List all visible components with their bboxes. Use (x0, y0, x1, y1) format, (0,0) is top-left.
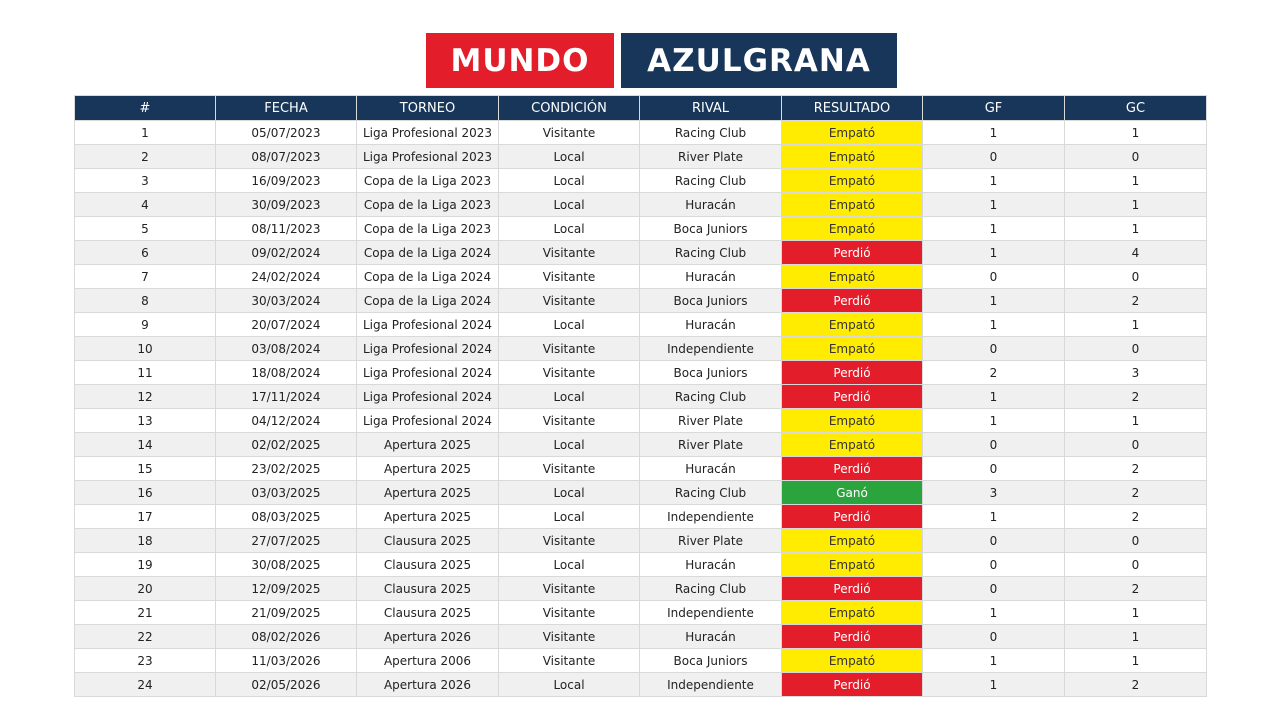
table-row (75, 529, 1207, 553)
cell-resultado: Empató (782, 601, 923, 625)
cell-number: 12 (75, 385, 216, 409)
cell-rival: Racing Club (640, 169, 782, 193)
header-resultado: RESULTADO (782, 96, 923, 121)
table-row (75, 481, 1207, 505)
cell-gf: 1 (923, 193, 1065, 217)
cell-rival: River Plate (640, 145, 782, 169)
cell-torneo: Apertura 2025 (357, 433, 499, 457)
cell-gf: 0 (923, 577, 1065, 601)
cell-condicion: Local (499, 505, 640, 529)
cell-rival: Huracán (640, 553, 782, 577)
cell-condicion: Local (499, 217, 640, 241)
cell-gc: 3 (1065, 361, 1207, 385)
cell-rival: Racing Club (640, 385, 782, 409)
cell-gf: 1 (923, 313, 1065, 337)
cell-rival: Racing Club (640, 577, 782, 601)
cell-condicion: Local (499, 433, 640, 457)
cell-number: 18 (75, 529, 216, 553)
table-row (75, 625, 1207, 649)
header-torneo: TORNEO (357, 96, 499, 121)
table-row (75, 121, 1207, 145)
table-row (75, 505, 1207, 529)
cell-condicion: Visitante (499, 529, 640, 553)
cell-fecha: 27/07/2025 (216, 529, 357, 553)
cell-resultado: Empató (782, 409, 923, 433)
cell-gc: 4 (1065, 241, 1207, 265)
cell-gf: 0 (923, 529, 1065, 553)
cell-fecha: 05/07/2023 (216, 121, 357, 145)
cell-fecha: 02/05/2026 (216, 673, 357, 697)
cell-condicion: Visitante (499, 409, 640, 433)
cell-gf: 1 (923, 121, 1065, 145)
cell-fecha: 23/02/2025 (216, 457, 357, 481)
cell-number: 23 (75, 649, 216, 673)
cell-condicion: Visitante (499, 241, 640, 265)
cell-number: 6 (75, 241, 216, 265)
cell-number: 15 (75, 457, 216, 481)
cell-resultado: Empató (782, 145, 923, 169)
cell-gc: 2 (1065, 385, 1207, 409)
cell-gc: 0 (1065, 433, 1207, 457)
cell-resultado: Perdió (782, 385, 923, 409)
cell-gc: 2 (1065, 673, 1207, 697)
cell-torneo: Liga Profesional 2023 (357, 145, 499, 169)
cell-gf: 2 (923, 361, 1065, 385)
results-table (74, 95, 1207, 697)
header-rival: RIVAL (640, 96, 782, 121)
cell-gc: 1 (1065, 649, 1207, 673)
cell-torneo: Liga Profesional 2024 (357, 409, 499, 433)
cell-resultado: Empató (782, 649, 923, 673)
cell-gf: 0 (923, 433, 1065, 457)
cell-condicion: Visitante (499, 649, 640, 673)
cell-number: 13 (75, 409, 216, 433)
cell-number: 8 (75, 289, 216, 313)
cell-gf: 0 (923, 337, 1065, 361)
header-fecha: FECHA (216, 96, 357, 121)
cell-gf: 0 (923, 457, 1065, 481)
table-row (75, 457, 1207, 481)
cell-fecha: 30/09/2023 (216, 193, 357, 217)
cell-torneo: Apertura 2025 (357, 505, 499, 529)
cell-resultado: Empató (782, 193, 923, 217)
cell-gc: 1 (1065, 313, 1207, 337)
cell-rival: Racing Club (640, 241, 782, 265)
cell-fecha: 17/11/2024 (216, 385, 357, 409)
cell-gf: 0 (923, 625, 1065, 649)
cell-fecha: 24/02/2024 (216, 265, 357, 289)
cell-torneo: Copa de la Liga 2024 (357, 241, 499, 265)
cell-resultado: Empató (782, 121, 923, 145)
cell-gc: 2 (1065, 289, 1207, 313)
cell-number: 20 (75, 577, 216, 601)
table-row (75, 553, 1207, 577)
cell-gc: 2 (1065, 481, 1207, 505)
cell-resultado: Empató (782, 217, 923, 241)
cell-fecha: 11/03/2026 (216, 649, 357, 673)
cell-number: 19 (75, 553, 216, 577)
cell-rival: Huracán (640, 313, 782, 337)
cell-rival: Independiente (640, 505, 782, 529)
header-row (75, 96, 1207, 121)
cell-condicion: Local (499, 145, 640, 169)
cell-condicion: Local (499, 193, 640, 217)
cell-resultado: Perdió (782, 289, 923, 313)
cell-gf: 1 (923, 649, 1065, 673)
cell-rival: Racing Club (640, 121, 782, 145)
cell-gf: 1 (923, 385, 1065, 409)
cell-fecha: 08/11/2023 (216, 217, 357, 241)
cell-condicion: Local (499, 169, 640, 193)
cell-condicion: Visitante (499, 289, 640, 313)
cell-gf: 0 (923, 265, 1065, 289)
cell-condicion: Visitante (499, 121, 640, 145)
table-row (75, 337, 1207, 361)
cell-gc: 0 (1065, 145, 1207, 169)
cell-number: 10 (75, 337, 216, 361)
table-row (75, 169, 1207, 193)
cell-gf: 1 (923, 673, 1065, 697)
cell-condicion: Local (499, 313, 640, 337)
cell-resultado: Perdió (782, 361, 923, 385)
cell-resultado: Empató (782, 433, 923, 457)
table-row (75, 673, 1207, 697)
header-gc: GC (1065, 96, 1207, 121)
cell-rival: Huracán (640, 265, 782, 289)
cell-gf: 1 (923, 289, 1065, 313)
cell-resultado: Empató (782, 313, 923, 337)
cell-resultado: Empató (782, 553, 923, 577)
cell-condicion: Visitante (499, 625, 640, 649)
header-number: # (75, 96, 216, 121)
cell-torneo: Liga Profesional 2023 (357, 121, 499, 145)
cell-torneo: Clausura 2025 (357, 601, 499, 625)
cell-number: 7 (75, 265, 216, 289)
cell-fecha: 16/09/2023 (216, 169, 357, 193)
cell-number: 24 (75, 673, 216, 697)
cell-gc: 1 (1065, 409, 1207, 433)
cell-resultado: Empató (782, 265, 923, 289)
cell-number: 17 (75, 505, 216, 529)
table-row (75, 577, 1207, 601)
cell-condicion: Local (499, 673, 640, 697)
cell-fecha: 08/07/2023 (216, 145, 357, 169)
cell-torneo: Liga Profesional 2024 (357, 385, 499, 409)
cell-torneo: Copa de la Liga 2023 (357, 217, 499, 241)
cell-gc: 1 (1065, 193, 1207, 217)
cell-gf: 3 (923, 481, 1065, 505)
cell-gc: 0 (1065, 337, 1207, 361)
cell-torneo: Apertura 2026 (357, 673, 499, 697)
cell-condicion: Visitante (499, 337, 640, 361)
cell-number: 4 (75, 193, 216, 217)
header-gf: GF (923, 96, 1065, 121)
cell-fecha: 03/08/2024 (216, 337, 357, 361)
header-condicion: CONDICIÓN (499, 96, 640, 121)
cell-rival: River Plate (640, 529, 782, 553)
cell-gf: 0 (923, 553, 1065, 577)
cell-number: 1 (75, 121, 216, 145)
cell-rival: Huracán (640, 457, 782, 481)
cell-gc: 0 (1065, 529, 1207, 553)
cell-gc: 0 (1065, 553, 1207, 577)
cell-fecha: 20/07/2024 (216, 313, 357, 337)
cell-torneo: Clausura 2025 (357, 577, 499, 601)
cell-fecha: 08/02/2026 (216, 625, 357, 649)
table-row (75, 217, 1207, 241)
cell-condicion: Local (499, 481, 640, 505)
cell-number: 9 (75, 313, 216, 337)
cell-fecha: 18/08/2024 (216, 361, 357, 385)
cell-gc: 1 (1065, 169, 1207, 193)
table-row (75, 193, 1207, 217)
cell-torneo: Apertura 2026 (357, 625, 499, 649)
cell-fecha: 03/03/2025 (216, 481, 357, 505)
cell-torneo: Apertura 2025 (357, 481, 499, 505)
cell-torneo: Clausura 2025 (357, 553, 499, 577)
cell-fecha: 04/12/2024 (216, 409, 357, 433)
cell-resultado: Perdió (782, 577, 923, 601)
table-row (75, 289, 1207, 313)
logo-azulgrana: AZULGRANA (621, 33, 897, 88)
cell-resultado: Empató (782, 529, 923, 553)
table-row (75, 361, 1207, 385)
table-row (75, 265, 1207, 289)
cell-condicion: Visitante (499, 265, 640, 289)
cell-fecha: 30/03/2024 (216, 289, 357, 313)
cell-gf: 1 (923, 601, 1065, 625)
cell-gf: 1 (923, 169, 1065, 193)
table-row (75, 313, 1207, 337)
cell-rival: Independiente (640, 337, 782, 361)
cell-rival: Racing Club (640, 481, 782, 505)
cell-gf: 1 (923, 241, 1065, 265)
cell-rival: Huracán (640, 193, 782, 217)
cell-number: 16 (75, 481, 216, 505)
table-body (75, 121, 1207, 697)
cell-gf: 1 (923, 409, 1065, 433)
cell-condicion: Local (499, 553, 640, 577)
table-row (75, 241, 1207, 265)
cell-resultado: Perdió (782, 457, 923, 481)
cell-gc: 1 (1065, 601, 1207, 625)
cell-fecha: 21/09/2025 (216, 601, 357, 625)
cell-resultado: Ganó (782, 481, 923, 505)
cell-number: 21 (75, 601, 216, 625)
cell-number: 11 (75, 361, 216, 385)
cell-number: 14 (75, 433, 216, 457)
cell-torneo: Apertura 2025 (357, 457, 499, 481)
cell-resultado: Perdió (782, 673, 923, 697)
cell-rival: Boca Juniors (640, 649, 782, 673)
cell-gc: 1 (1065, 217, 1207, 241)
cell-rival: River Plate (640, 433, 782, 457)
cell-torneo: Copa de la Liga 2024 (357, 265, 499, 289)
logo-mundo: MUNDO (426, 33, 614, 88)
table-header (75, 96, 1207, 121)
cell-condicion: Visitante (499, 577, 640, 601)
cell-gc: 1 (1065, 625, 1207, 649)
cell-gf: 1 (923, 505, 1065, 529)
cell-resultado: Perdió (782, 241, 923, 265)
cell-torneo: Copa de la Liga 2023 (357, 193, 499, 217)
cell-fecha: 02/02/2025 (216, 433, 357, 457)
cell-rival: Independiente (640, 673, 782, 697)
cell-number: 5 (75, 217, 216, 241)
cell-gc: 2 (1065, 505, 1207, 529)
cell-resultado: Perdió (782, 505, 923, 529)
cell-gf: 1 (923, 217, 1065, 241)
cell-rival: Huracán (640, 625, 782, 649)
cell-torneo: Copa de la Liga 2023 (357, 169, 499, 193)
table-row (75, 433, 1207, 457)
cell-resultado: Empató (782, 169, 923, 193)
cell-torneo: Clausura 2025 (357, 529, 499, 553)
cell-torneo: Liga Profesional 2024 (357, 313, 499, 337)
cell-torneo: Liga Profesional 2024 (357, 361, 499, 385)
cell-resultado: Perdió (782, 625, 923, 649)
cell-fecha: 12/09/2025 (216, 577, 357, 601)
cell-rival: Boca Juniors (640, 361, 782, 385)
cell-condicion: Visitante (499, 361, 640, 385)
cell-gf: 0 (923, 145, 1065, 169)
cell-resultado: Empató (782, 337, 923, 361)
cell-condicion: Local (499, 385, 640, 409)
cell-gc: 0 (1065, 265, 1207, 289)
cell-rival: River Plate (640, 409, 782, 433)
mundo-azulgrana-logo (426, 33, 897, 88)
cell-rival: Boca Juniors (640, 217, 782, 241)
cell-torneo: Apertura 2006 (357, 649, 499, 673)
cell-gc: 1 (1065, 121, 1207, 145)
cell-number: 2 (75, 145, 216, 169)
cell-fecha: 30/08/2025 (216, 553, 357, 577)
cell-gc: 2 (1065, 457, 1207, 481)
cell-rival: Boca Juniors (640, 289, 782, 313)
cell-fecha: 08/03/2025 (216, 505, 357, 529)
cell-condicion: Visitante (499, 601, 640, 625)
table-row (75, 649, 1207, 673)
table-row (75, 145, 1207, 169)
cell-torneo: Liga Profesional 2024 (357, 337, 499, 361)
cell-rival: Independiente (640, 601, 782, 625)
cell-number: 3 (75, 169, 216, 193)
cell-gc: 2 (1065, 577, 1207, 601)
table-row (75, 409, 1207, 433)
table-row (75, 385, 1207, 409)
cell-condicion: Visitante (499, 457, 640, 481)
cell-fecha: 09/02/2024 (216, 241, 357, 265)
cell-torneo: Copa de la Liga 2024 (357, 289, 499, 313)
table-row (75, 601, 1207, 625)
cell-number: 22 (75, 625, 216, 649)
